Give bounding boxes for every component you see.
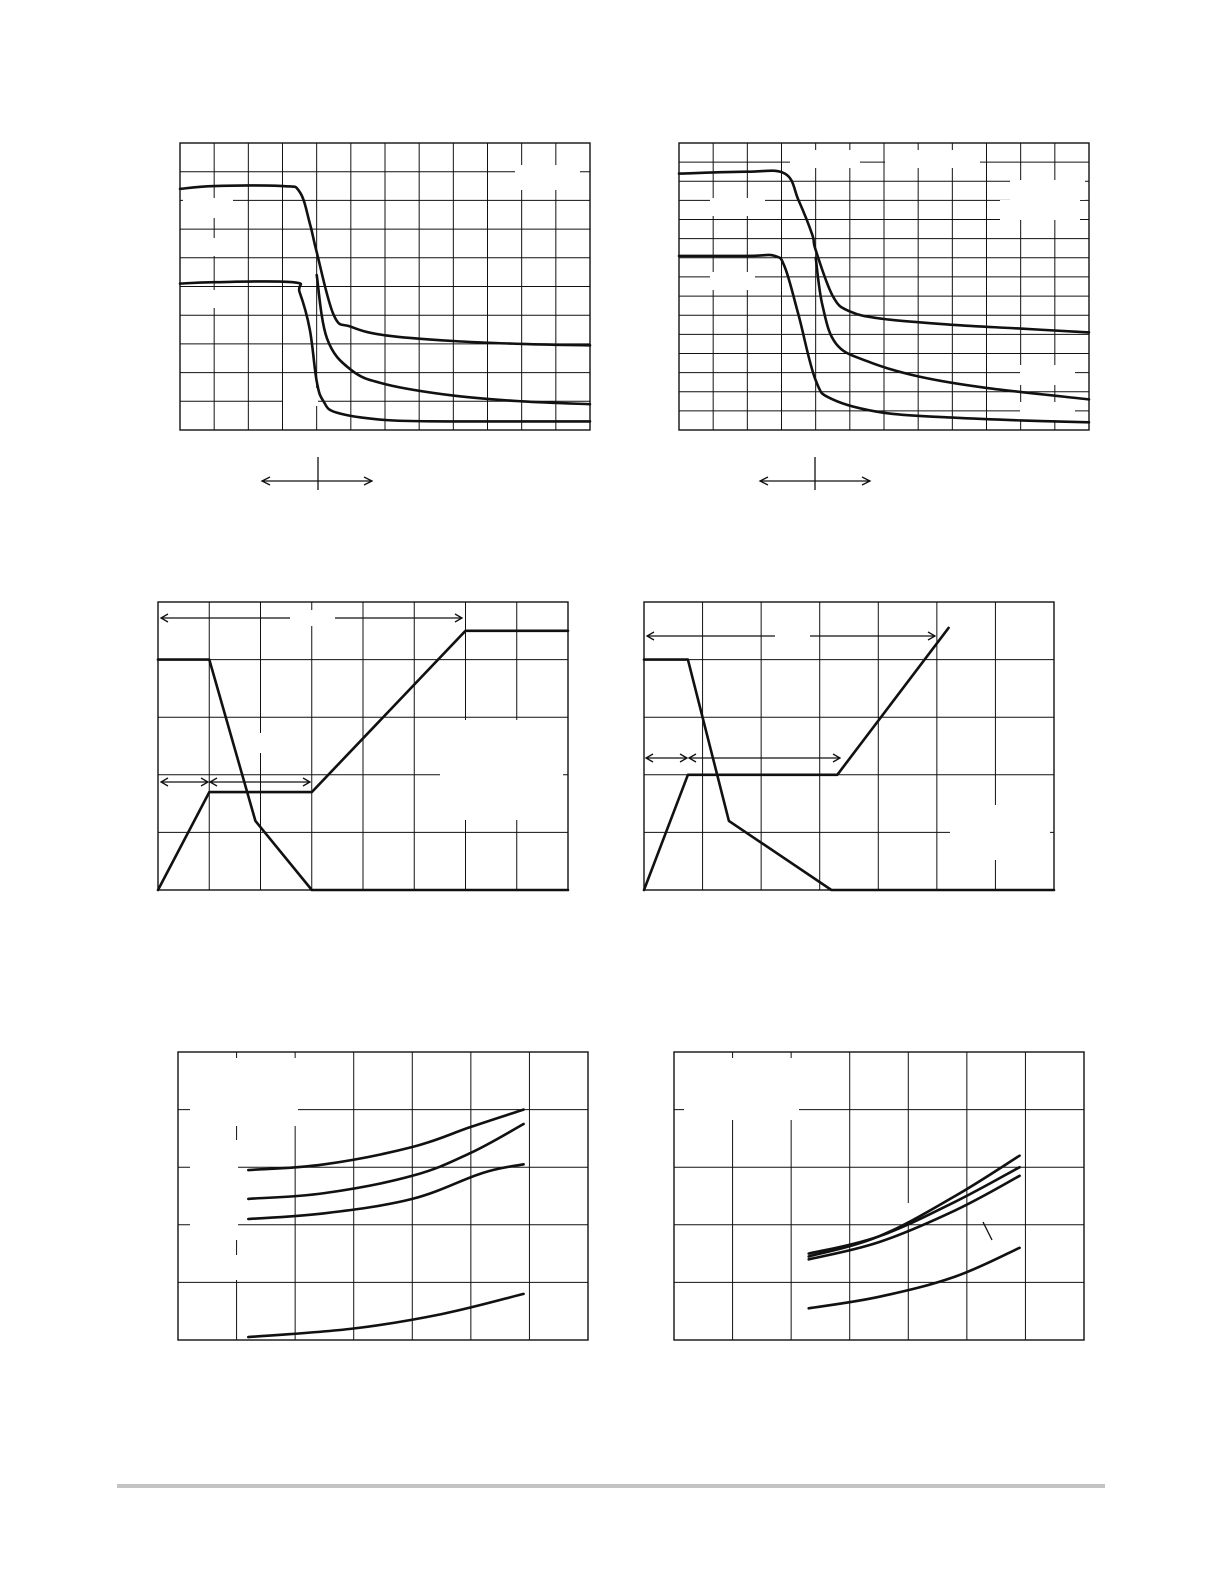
chart-5-series-1 — [248, 1164, 523, 1219]
chart-3-masks — [260, 720, 563, 820]
chart-1 — [180, 143, 590, 430]
chart-5-series-4 — [248, 1294, 523, 1337]
chart-5-series-2 — [248, 1124, 523, 1199]
chart-6 — [674, 1052, 1084, 1340]
chart-1-arrow — [262, 457, 372, 490]
chart-5-series — [248, 1110, 523, 1338]
chart-2-arrow — [760, 457, 870, 490]
chart-3 — [158, 602, 568, 890]
chart-4-arrows — [646, 628, 935, 762]
chart-4-masks — [770, 745, 1050, 860]
chart-1-masks — [183, 165, 580, 406]
footer-rule — [117, 1484, 1105, 1488]
chart-2 — [679, 143, 1089, 430]
chart-6-masks — [684, 1058, 1020, 1262]
chart-4 — [644, 602, 1054, 890]
chart-5 — [178, 1052, 588, 1340]
chart-2-masks — [710, 150, 1085, 420]
